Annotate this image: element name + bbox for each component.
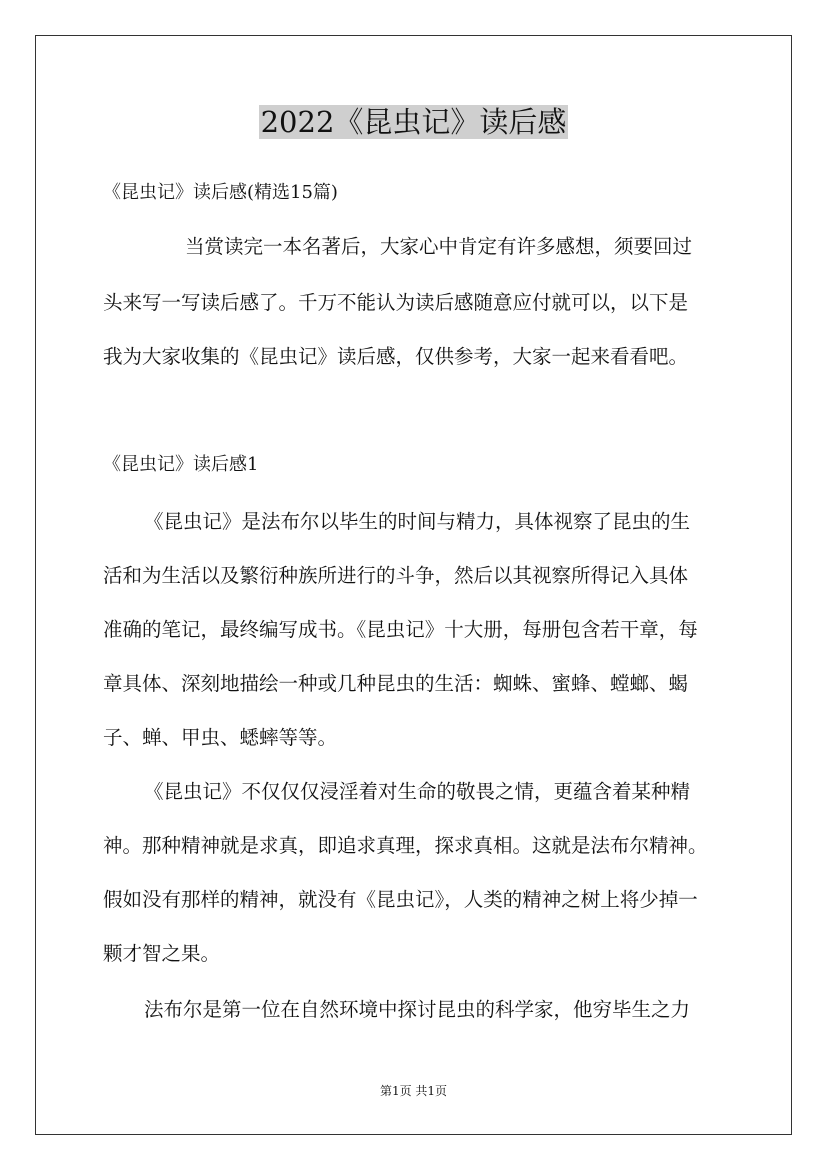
body-line: 活和为生活以及繁衍种族所进行的斗争，然后以其视察所得记入具体 bbox=[103, 564, 689, 587]
intro-line: 头来写一写读后感了。千万不能认为读后感随意应付就可以，以下是 bbox=[103, 291, 689, 314]
body-line: 准确的笔记，最终编写成书。《昆虫记》十大册，每册包含若干章，每 bbox=[103, 618, 698, 641]
section-heading: 《昆虫记》读后感1 bbox=[103, 454, 259, 475]
page-footer: 第1页 共1页 bbox=[379, 1084, 448, 1098]
intro-line: 当赏读完一本名著后，大家心中肯定有许多感想，须要回过 bbox=[185, 235, 693, 258]
body-line: 神。那种精神就是求真，即追求真理，探求真相。这就是法布尔精神。 bbox=[103, 834, 708, 857]
document-subtitle: 《昆虫记》读后感(精选15篇) bbox=[103, 182, 338, 203]
body-line: 子、蝉、甲虫、蟋蟀等等。 bbox=[103, 726, 338, 749]
body-line: 颗才智之果。 bbox=[103, 942, 221, 965]
document-title bbox=[0, 103, 827, 141]
body-line: 假如没有那样的精神，就没有《昆虫记》，人类的精神之树上将少掉一 bbox=[103, 888, 698, 911]
body-line: 《昆虫记》是法布尔以毕生的时间与精力，具体视察了昆虫的生 bbox=[144, 510, 691, 533]
body-line: 章具体、深刻地描绘一种或几种昆虫的生活：蜘蛛、蜜蜂、螳螂、蝎 bbox=[103, 672, 689, 695]
intro-line: 我为大家收集的《昆虫记》读后感，仅供参考，大家一起来看看吧。 bbox=[103, 345, 689, 368]
body-line: 法布尔是第一位在自然环境中探讨昆虫的科学家，他穷毕生之力 bbox=[144, 998, 691, 1021]
body-line: 《昆虫记》不仅仅仅浸淫着对生命的敬畏之情，更蕴含着某种精 bbox=[144, 780, 691, 803]
document-title-text: 2022《昆虫记》读后感 bbox=[260, 105, 567, 139]
